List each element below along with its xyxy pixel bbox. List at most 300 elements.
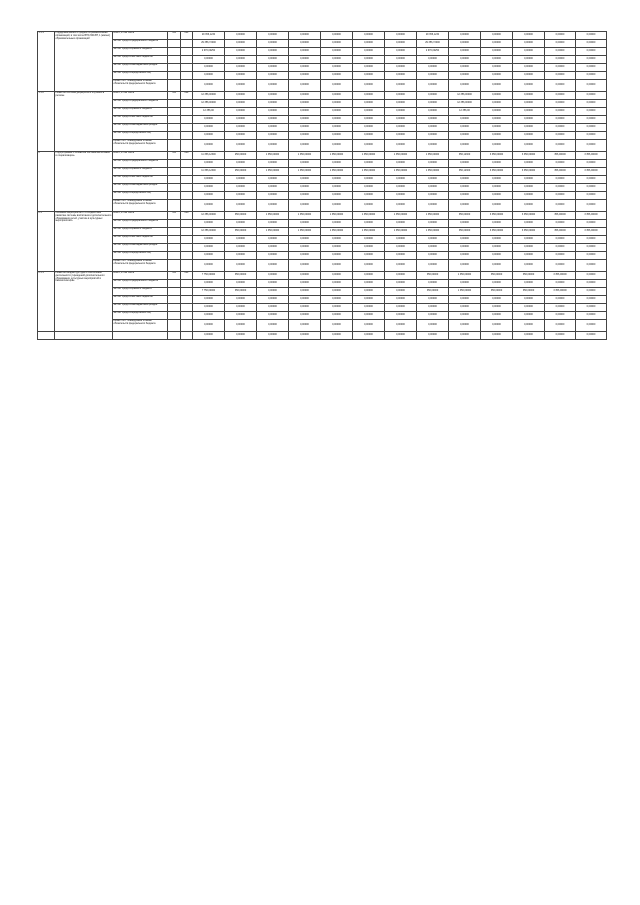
amount-cell: 1 356,00000 xyxy=(257,228,289,236)
amount-cell: 0,00000 xyxy=(257,252,289,260)
funding-source-label: Кроме того: планируемые объемы обязательств федерального бюджета xyxy=(113,80,168,92)
amount-cell: 0,00000 xyxy=(545,332,576,340)
amount-cell: 0,00000 xyxy=(193,124,225,132)
budget-table-sheet xyxy=(37,31,602,340)
amount-cell: 0,00000 xyxy=(321,32,353,40)
amount-cell: 0,00000 xyxy=(576,252,607,260)
table-row xyxy=(38,212,607,220)
amount-cell: 0,00000 xyxy=(576,304,607,312)
code-cell xyxy=(181,40,193,48)
amount-cell: 0,00000 xyxy=(193,200,225,212)
amount-cell: 0,00000 xyxy=(449,312,481,320)
amount-cell: 356,00000 xyxy=(545,228,576,236)
amount-cell: 0,00000 xyxy=(289,280,321,288)
code-cell xyxy=(181,160,193,168)
section-name: Основное мероприятие 2.1 «Содействие развитию системы воспитания и дополнительного образования детей, участию в культурных мероприятиях» xyxy=(55,212,113,272)
amount-cell: 0,00000 xyxy=(321,192,353,200)
amount-cell: 0,00000 xyxy=(353,184,385,192)
amount-cell: 0,00000 xyxy=(225,108,257,116)
amount-cell: 1 356,00000 xyxy=(417,228,449,236)
code-cell xyxy=(181,280,193,288)
code-cell xyxy=(181,48,193,56)
amount-cell: 0,00000 xyxy=(417,312,449,320)
amount-cell: 356,00000 xyxy=(449,212,481,220)
section-name: Развитие системы дефицитного обучения в регионе xyxy=(55,92,113,152)
amount-cell: 0,00000 xyxy=(545,312,576,320)
amount-cell: 0,00000 xyxy=(353,108,385,116)
amount-cell: 29 356,1234 xyxy=(193,32,225,40)
amount-cell: 0,00000 xyxy=(481,252,513,260)
amount-cell: 0,00000 xyxy=(257,272,289,280)
code-cell xyxy=(181,320,193,332)
amount-cell: 0,00000 xyxy=(257,72,289,80)
amount-cell: 0,00000 xyxy=(353,296,385,304)
amount-cell: 0,00000 xyxy=(385,176,417,184)
amount-cell: 0,00000 xyxy=(321,124,353,132)
table-row xyxy=(38,320,607,332)
amount-cell: 0,00000 xyxy=(449,236,481,244)
table-row xyxy=(38,100,607,108)
amount-cell: 0,00000 xyxy=(545,132,576,140)
amount-cell: 0,00000 xyxy=(481,72,513,80)
amount-cell: 0,00000 xyxy=(417,260,449,272)
table-row xyxy=(38,220,607,228)
amount-cell: 1 356,00000 xyxy=(417,212,449,220)
amount-cell: 0,00000 xyxy=(481,32,513,40)
amount-cell: 0,00000 xyxy=(385,312,417,320)
section-name: Подпрограмма 2 «Развитие системы воспитания и социализации» xyxy=(55,152,113,212)
amount-cell: 0,00000 xyxy=(193,140,225,152)
amount-cell: 0,00000 xyxy=(353,40,385,48)
code-cell xyxy=(181,252,193,260)
amount-cell: 1 356,00000 xyxy=(353,212,385,220)
amount-cell: 0,00000 xyxy=(289,48,321,56)
amount-cell: 0,00000 xyxy=(257,64,289,72)
amount-cell: 0,00000 xyxy=(289,100,321,108)
amount-cell: 0,00000 xyxy=(481,280,513,288)
amount-cell: 0,00000 xyxy=(449,56,481,64)
amount-cell: 0,00000 xyxy=(545,244,576,252)
amount-cell: 0,00000 xyxy=(576,56,607,64)
amount-cell: 0,00000 xyxy=(321,320,353,332)
amount-cell: 0,00000 xyxy=(545,192,576,200)
amount-cell: 0,00000 xyxy=(353,124,385,132)
funding-source-label: Всего, в том числе xyxy=(113,92,168,100)
amount-cell: 0,00000 xyxy=(385,220,417,228)
amount-cell: 0,00000 xyxy=(513,332,545,340)
amount-cell: 356,00000 xyxy=(417,288,449,296)
amount-cell: 0,00000 xyxy=(225,48,257,56)
amount-cell: 0,00000 xyxy=(513,260,545,272)
amount-cell: 0,00000 xyxy=(449,280,481,288)
amount-cell: 0,00000 xyxy=(385,244,417,252)
amount-cell: 0,00000 xyxy=(417,332,449,340)
amount-cell: 0,00000 xyxy=(321,140,353,152)
amount-cell: 0,00000 xyxy=(417,72,449,80)
amount-cell: 0,00000 xyxy=(193,304,225,312)
amount-cell: 0,00000 xyxy=(257,56,289,64)
amount-cell: 0,00000 xyxy=(353,320,385,332)
amount-cell: 0,00000 xyxy=(513,296,545,304)
amount-cell: 0,00000 xyxy=(193,116,225,124)
amount-cell: 0,00000 xyxy=(353,132,385,140)
amount-cell: 0,00000 xyxy=(193,160,225,168)
amount-cell: 0,00000 xyxy=(545,296,576,304)
amount-cell: 3 356,00000 xyxy=(481,212,513,220)
amount-cell: 3 356,00000 xyxy=(576,168,607,176)
amount-cell: 0,00000 xyxy=(385,160,417,168)
amount-cell: 0,00000 xyxy=(321,132,353,140)
amount-cell: 0,00000 xyxy=(289,92,321,100)
amount-cell: 0,00000 xyxy=(257,48,289,56)
amount-cell: 0,00000 xyxy=(385,272,417,280)
amount-cell: 12 356,00 xyxy=(449,108,481,116)
amount-cell: 0,00000 xyxy=(513,100,545,108)
amount-cell: 0,00000 xyxy=(321,272,353,280)
amount-cell: 0,00000 xyxy=(545,48,576,56)
amount-cell: 0,00000 xyxy=(449,32,481,40)
code-cell xyxy=(168,176,181,184)
amount-cell: 12 356,00 xyxy=(193,108,225,116)
amount-cell: 0,00000 xyxy=(385,132,417,140)
amount-cell: 356,00000 xyxy=(545,168,576,176)
amount-cell: 0,00000 xyxy=(289,72,321,80)
table-row xyxy=(38,160,607,168)
funding-source-label: Кроме того: планируемые объемы обязательств федерального бюджета xyxy=(113,200,168,212)
amount-cell: 0,00000 xyxy=(545,80,576,92)
code-cell xyxy=(181,56,193,64)
amount-cell: 0,00000 xyxy=(321,200,353,212)
amount-cell: 0,00000 xyxy=(353,332,385,340)
amount-cell: 0,00000 xyxy=(513,220,545,228)
amount-cell: 0,00000 xyxy=(225,304,257,312)
code-cell xyxy=(168,72,181,80)
amount-cell: 0,00000 xyxy=(417,252,449,260)
amount-cell: 0,00000 xyxy=(353,176,385,184)
table-row xyxy=(38,260,607,272)
amount-cell: 0,00000 xyxy=(225,320,257,332)
amount-cell: 0,00000 xyxy=(321,184,353,192)
code-cell xyxy=(168,56,181,64)
amount-cell: 0,00000 xyxy=(481,332,513,340)
amount-cell: 0,00000 xyxy=(576,140,607,152)
amount-cell: 0,00000 xyxy=(225,200,257,212)
amount-cell: 0,00000 xyxy=(576,100,607,108)
amount-cell: 0,00000 xyxy=(321,280,353,288)
amount-cell: 0,00000 xyxy=(576,272,607,280)
amount-cell: 0,00000 xyxy=(225,124,257,132)
amount-cell: 0,00000 xyxy=(576,296,607,304)
amount-cell: 0,00000 xyxy=(481,304,513,312)
amount-cell: 0,00000 xyxy=(385,252,417,260)
amount-cell: 0,00000 xyxy=(481,296,513,304)
amount-cell: 0,00000 xyxy=(481,312,513,320)
amount-cell: 0,00000 xyxy=(513,92,545,100)
amount-cell: 0,00000 xyxy=(193,244,225,252)
table-row xyxy=(38,124,607,132)
amount-cell: 0,00000 xyxy=(193,132,225,140)
code-cell xyxy=(168,304,181,312)
amount-cell: 0,00000 xyxy=(576,80,607,92)
amount-cell: 12 356,00000 xyxy=(193,228,225,236)
amount-cell: 0,00000 xyxy=(576,288,607,296)
table-row xyxy=(38,116,607,124)
amount-cell: 0,00000 xyxy=(321,312,353,320)
amount-cell: 0,00000 xyxy=(545,92,576,100)
amount-cell: 0,00000 xyxy=(417,160,449,168)
amount-cell: 0,00000 xyxy=(576,108,607,116)
amount-cell: 0,00000 xyxy=(321,56,353,64)
amount-cell: 0,00000 xyxy=(289,272,321,280)
funding-source-label: Кроме того: планируемые объемы обязательств федерального бюджета xyxy=(113,320,168,332)
amount-cell: 356,00000 xyxy=(545,212,576,220)
amount-cell: 12 356,00000 xyxy=(449,92,481,100)
amount-cell: 1 356,00000 xyxy=(417,168,449,176)
funding-source-label: за счет средств федерального бюджета xyxy=(113,160,168,168)
amount-cell: 0,00000 xyxy=(225,72,257,80)
amount-cell: 0,00000 xyxy=(481,184,513,192)
funding-source-label: за счет средств юридических лиц xyxy=(113,312,168,320)
amount-cell: 0,00000 xyxy=(321,40,353,48)
amount-cell: 0,00000 xyxy=(193,252,225,260)
funding-source-label: Всего, в том числе xyxy=(113,32,168,40)
amount-cell: 3 356,00000 xyxy=(513,228,545,236)
amount-cell: 0,00000 xyxy=(513,72,545,80)
amount-cell: 0,00000 xyxy=(321,108,353,116)
amount-cell: 0,00000 xyxy=(257,160,289,168)
amount-cell: 0,00000 xyxy=(449,200,481,212)
amount-cell: 0,00000 xyxy=(193,56,225,64)
amount-cell: 1 356,00000 xyxy=(257,168,289,176)
amount-cell: 0,00000 xyxy=(289,236,321,244)
table-row xyxy=(38,312,607,320)
table-row xyxy=(38,152,607,160)
amount-cell: 0,00000 xyxy=(576,332,607,340)
amount-cell: 0,00000 xyxy=(289,132,321,140)
amount-cell: 0,00000 xyxy=(353,312,385,320)
table-body xyxy=(38,32,607,340)
amount-cell: 11 356,12300 xyxy=(193,168,225,176)
amount-cell: 356,00000 xyxy=(449,228,481,236)
table-row xyxy=(38,176,607,184)
amount-cell: 0,00000 xyxy=(449,64,481,72)
amount-cell: 0,00000 xyxy=(225,176,257,184)
amount-cell: 0,00000 xyxy=(576,260,607,272)
amount-cell: 0,00000 xyxy=(193,312,225,320)
amount-cell: 1 356,00000 xyxy=(289,168,321,176)
amount-cell: 0,00000 xyxy=(321,220,353,228)
amount-cell: 1 356,00000 xyxy=(385,152,417,160)
code-cell xyxy=(181,72,193,80)
amount-cell: 12 356,00000 xyxy=(193,212,225,220)
amount-cell: 0,00000 xyxy=(225,80,257,92)
code-cell xyxy=(168,252,181,260)
table-row xyxy=(38,132,607,140)
amount-cell: 0,00000 xyxy=(576,160,607,168)
amount-cell: 0,00000 xyxy=(257,132,289,140)
amount-cell: 0,00000 xyxy=(449,80,481,92)
amount-cell: 0,00000 xyxy=(417,304,449,312)
amount-cell: 0,00000 xyxy=(481,116,513,124)
amount-cell: 0,00000 xyxy=(417,100,449,108)
code-cell xyxy=(181,108,193,116)
amount-cell: 0,00000 xyxy=(321,252,353,260)
amount-cell: 0,00000 xyxy=(257,124,289,132)
code-cell: 511 xyxy=(168,152,181,160)
amount-cell: 3 356,00000 xyxy=(513,212,545,220)
amount-cell: 0,00000 xyxy=(481,220,513,228)
amount-cell: 0,00000 xyxy=(257,236,289,244)
code-cell xyxy=(181,200,193,212)
empty-cell xyxy=(38,332,55,340)
section-name: Поддержка малых и средних образовательных организаций, в том числе ВПС-500-ВТ, 1 (малых) образовательных организаций xyxy=(55,32,113,92)
code-cell xyxy=(168,124,181,132)
amount-cell: 2 970,00254 xyxy=(193,48,225,56)
amount-cell: 0,00000 xyxy=(225,92,257,100)
code-cell xyxy=(168,160,181,168)
amount-cell: 0,00000 xyxy=(513,304,545,312)
amount-cell: 0,00000 xyxy=(481,124,513,132)
amount-cell: 0,00000 xyxy=(417,56,449,64)
funding-source-label: за счет средств юридических лиц xyxy=(113,192,168,200)
amount-cell: 0,00000 xyxy=(257,260,289,272)
code-cell xyxy=(168,48,181,56)
code-cell xyxy=(168,296,181,304)
amount-cell: 0,00000 xyxy=(257,100,289,108)
amount-cell: 0,00000 xyxy=(449,252,481,260)
amount-cell: 0,00000 xyxy=(481,48,513,56)
amount-cell: 0,00000 xyxy=(353,280,385,288)
amount-cell: 0,00000 xyxy=(353,140,385,152)
section-name: Развитие инфраструктуры и обеспечение деятельности учреждений дополнительного образования, культурных мероприятий в Камчатском крае xyxy=(55,272,113,332)
amount-cell: 0,00000 xyxy=(545,32,576,40)
amount-cell: 0,00000 xyxy=(545,280,576,288)
amount-cell: 0,00000 xyxy=(193,192,225,200)
amount-cell: 0,00000 xyxy=(513,64,545,72)
amount-cell: 0,00000 xyxy=(193,176,225,184)
amount-cell: 0,00000 xyxy=(289,40,321,48)
amount-cell: 0,00000 xyxy=(257,296,289,304)
amount-cell: 1 356,00000 xyxy=(289,212,321,220)
amount-cell: 0,00000 xyxy=(257,304,289,312)
code-cell xyxy=(168,228,181,236)
amount-cell: 0,00000 xyxy=(225,260,257,272)
amount-cell: 0,00000 xyxy=(385,80,417,92)
funding-source-label: за счет средств краевого бюджета xyxy=(113,48,168,56)
code-cell xyxy=(181,220,193,228)
amount-cell: 0,00000 xyxy=(353,304,385,312)
amount-cell: 256,00000 xyxy=(225,152,257,160)
amount-cell: 0,00000 xyxy=(417,192,449,200)
section-number: 2.1 xyxy=(38,212,55,272)
amount-cell: 0,00000 xyxy=(576,220,607,228)
amount-cell: 0,00000 xyxy=(513,252,545,260)
amount-cell: 0,00000 xyxy=(545,252,576,260)
amount-cell: 0,00000 xyxy=(449,116,481,124)
amount-cell: 0,00000 xyxy=(576,132,607,140)
amount-cell: 0,00000 xyxy=(353,236,385,244)
code-cell xyxy=(168,280,181,288)
funding-source-label: за счет средств юридических лиц xyxy=(113,72,168,80)
amount-cell: 0,00000 xyxy=(257,332,289,340)
amount-cell: 3 356,00000 xyxy=(576,228,607,236)
code-cell xyxy=(168,192,181,200)
code-cell xyxy=(181,312,193,320)
amount-cell: 1 356,00000 xyxy=(289,152,321,160)
funding-source-label: за счет средств местных бюджетов xyxy=(113,296,168,304)
table-row xyxy=(38,72,607,80)
amount-cell: 0,00000 xyxy=(321,288,353,296)
amount-cell: 0,00000 xyxy=(449,132,481,140)
amount-cell: 0,00000 xyxy=(289,108,321,116)
amount-cell: 0,00000 xyxy=(385,200,417,212)
amount-cell: 2 970,00254 xyxy=(417,48,449,56)
amount-cell: 0,00000 xyxy=(225,296,257,304)
funding-source-label: Кроме того: планируемые объемы обязательств федерального бюджета xyxy=(113,260,168,272)
table-row xyxy=(38,64,607,72)
amount-cell: 0,00000 xyxy=(417,124,449,132)
amount-cell: 0,00000 xyxy=(289,220,321,228)
amount-cell: 0,00000 xyxy=(513,116,545,124)
code-cell: 511 xyxy=(168,92,181,100)
amount-cell: 0,00000 xyxy=(545,124,576,132)
section-number: 2.1.1 xyxy=(38,272,55,332)
amount-cell: 0,00000 xyxy=(321,48,353,56)
amount-cell: 3 356,00000 xyxy=(545,288,576,296)
amount-cell: 1 356,00000 xyxy=(321,168,353,176)
amount-cell: 0,00000 xyxy=(257,220,289,228)
amount-cell: 0,00000 xyxy=(289,140,321,152)
amount-cell: 0,00000 xyxy=(513,40,545,48)
code-cell xyxy=(168,244,181,252)
amount-cell: 0,00000 xyxy=(576,192,607,200)
amount-cell: 0,00000 xyxy=(385,260,417,272)
funding-source-label: за счет средств краевого бюджета xyxy=(113,108,168,116)
code-cell xyxy=(168,200,181,212)
amount-cell: 0,00000 xyxy=(385,56,417,64)
funding-source-label: за счет средств внебюджетных фондов xyxy=(113,304,168,312)
code-cell xyxy=(168,236,181,244)
amount-cell: 0,00000 xyxy=(225,236,257,244)
amount-cell: 12 356,00000 xyxy=(193,92,225,100)
code-cell xyxy=(181,80,193,92)
amount-cell: 356,00000 xyxy=(417,272,449,280)
amount-cell: 0,00000 xyxy=(321,296,353,304)
table-row xyxy=(38,280,607,288)
amount-cell: 1 356,00000 xyxy=(257,212,289,220)
amount-cell: 0,00000 xyxy=(353,272,385,280)
amount-cell: 0,00000 xyxy=(225,252,257,260)
amount-cell: 0,00000 xyxy=(385,100,417,108)
amount-cell: 0,00000 xyxy=(417,236,449,244)
amount-cell: 0,00000 xyxy=(417,116,449,124)
code-cell: 002 xyxy=(181,92,193,100)
amount-cell: 0,00000 xyxy=(385,280,417,288)
amount-cell: 0,00000 xyxy=(385,288,417,296)
empty-cell xyxy=(113,332,168,340)
amount-cell: 0,00000 xyxy=(481,236,513,244)
funding-source-label: Кроме того: планируемые объемы обязательств федерального бюджета xyxy=(113,140,168,152)
amount-cell: 0,00000 xyxy=(289,244,321,252)
funding-source-label: Всего, в том числе xyxy=(113,152,168,160)
amount-cell: 0,00000 xyxy=(289,312,321,320)
amount-cell: 0,00000 xyxy=(289,200,321,212)
amount-cell: 0,00000 xyxy=(417,64,449,72)
amount-cell: 0,00000 xyxy=(513,56,545,64)
amount-cell: 0,00000 xyxy=(481,40,513,48)
code-cell xyxy=(181,192,193,200)
amount-cell: 0,00000 xyxy=(289,64,321,72)
